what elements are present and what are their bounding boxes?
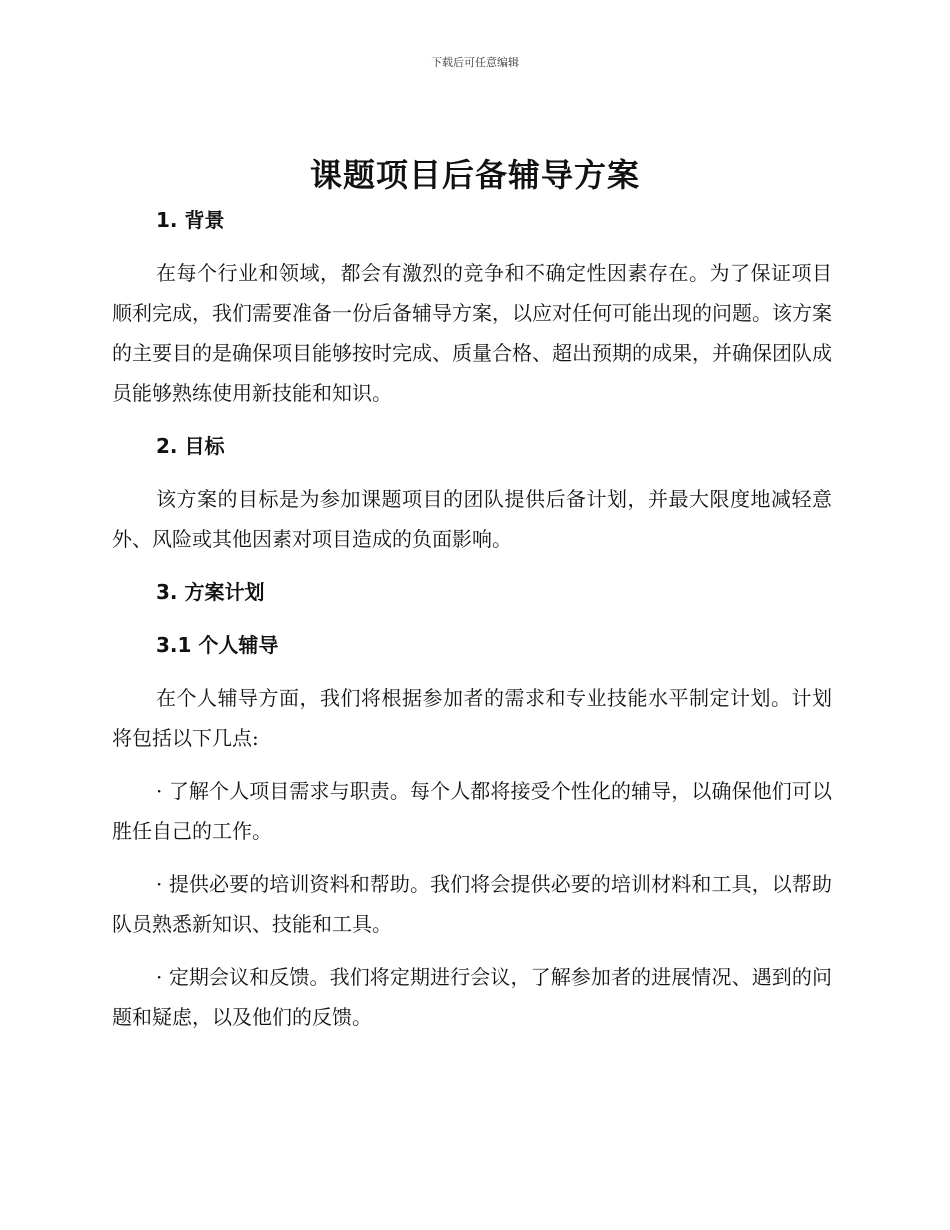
list-item: · 提供必要的培训资料和帮助。我们将会提供必要的培训材料和工具，以帮助队员熟悉新知识、技能和工具。 bbox=[112, 872, 832, 936]
section-heading-plan: 3. 方案计划 bbox=[156, 580, 265, 604]
subsection-intro-personal-coaching: 在个人辅导方面，我们将根据参加者的需求和专业技能水平制定计划。计划将包括以下几点: bbox=[112, 686, 832, 750]
section-heading-background: 1. 背景 bbox=[156, 208, 225, 232]
document-title: 课题项目后备辅导方案 bbox=[309, 156, 640, 194]
section-text-goal: 该方案的目标是为参加课题项目的团队提供后备计划，并最大限度地减轻意外、风险或其他因素对项目造成的负面影响。 bbox=[112, 487, 832, 551]
document-body bbox=[112, 200, 832, 1037]
subsection-heading-personal-coaching: 3.1 个人辅导 bbox=[156, 633, 279, 657]
list-item: · 定期会议和反馈。我们将定期进行会议，了解参加者的进展情况、遇到的问题和疑虑，以及他们的反馈。 bbox=[112, 965, 832, 1029]
section-heading-goal: 2. 目标 bbox=[156, 434, 225, 458]
section-text-background: 在每个行业和领域，都会有激烈的竞争和不确定性因素存在。为了保证项目顺利完成，我们需要准备一份后备辅导方案，以应对任何可能出现的问题。该方案的主要目的是确保项目能够按时完成、质量合格、超出预期的成果，并确保团队成员能够熟练使用新技能和知识。 bbox=[112, 261, 832, 405]
header-note: 下载后可任意编辑 bbox=[431, 56, 519, 69]
list-item: · 了解个人项目需求与职责。每个人都将接受个性化的辅导，以确保他们可以胜任自己的工作。 bbox=[112, 779, 832, 843]
